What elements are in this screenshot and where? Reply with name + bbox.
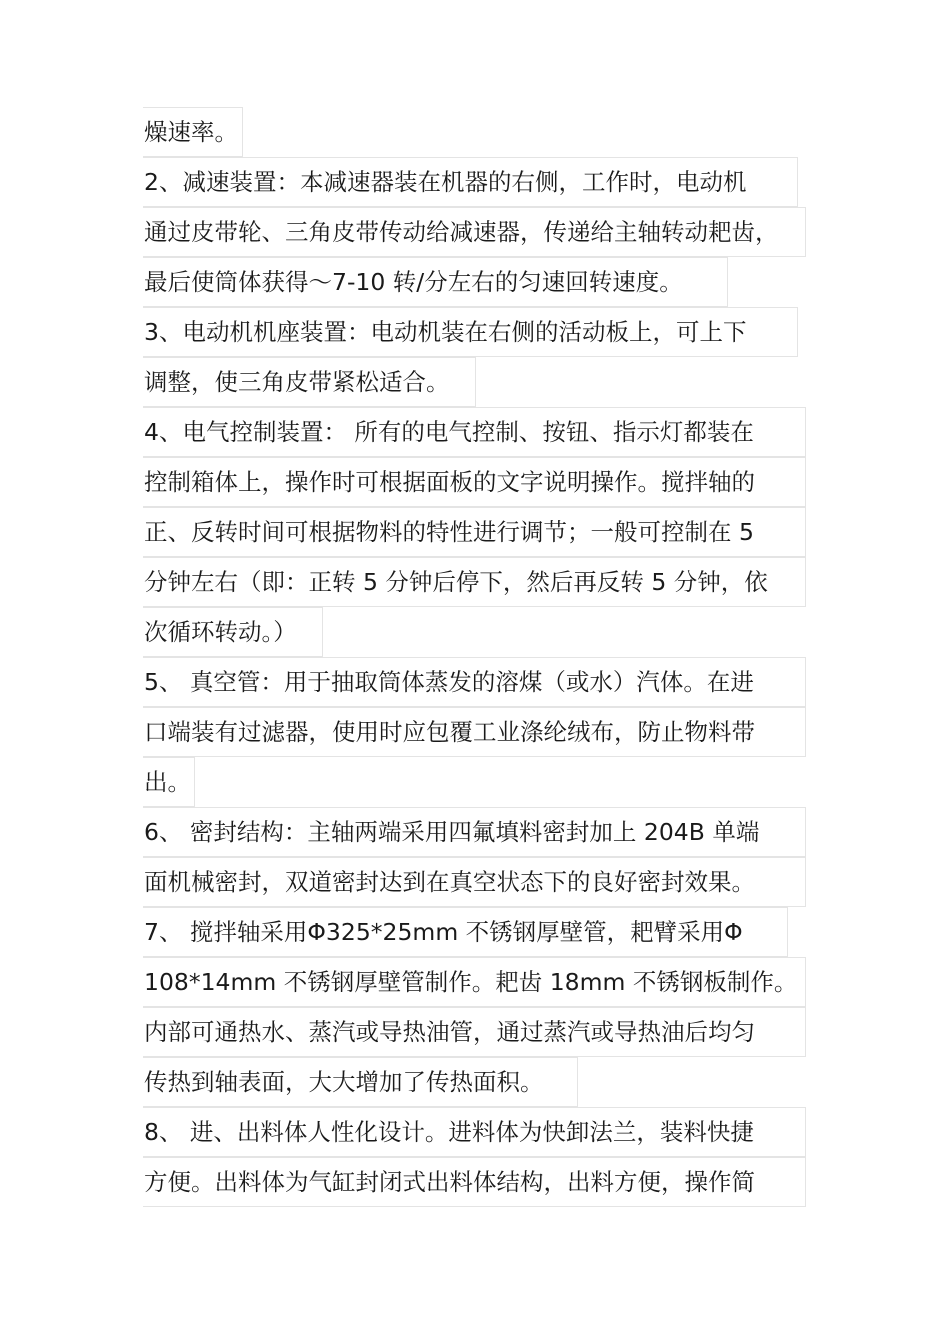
text-line: 3、电动机机座装置：电动机装在右侧的活动板上，可上下 [143, 307, 798, 357]
text-line: 调整，使三角皮带紧松适合。 [143, 357, 476, 407]
text-line: 内部可通热水、蒸汽或导热油管，通过蒸汽或导热油后均匀 [143, 1007, 806, 1057]
text-line: 次循环转动。） [143, 607, 323, 657]
text-line: 传热到轴表面，大大增加了传热面积。 [143, 1057, 578, 1107]
text-line: 6、 密封结构：主轴两端采用四氟填料密封加上 204B 单端 [143, 807, 806, 857]
text-line: 108*14mm 不锈钢厚壁管制作。耙齿 18mm 不锈钢板制作。 [143, 957, 806, 1007]
text-line: 正、反转时间可根据物料的特性进行调节；一般可控制在 5 [143, 507, 806, 557]
text-line: 最后使筒体获得～7-10 转/分左右的匀速回转速度。 [143, 257, 728, 307]
text-line: 面机械密封，双道密封达到在真空状态下的良好密封效果。 [143, 857, 806, 907]
text-line: 2、减速装置：本减速器装在机器的右侧，工作时，电动机 [143, 157, 798, 207]
text-line: 通过皮带轮、三角皮带传动给减速器，传递给主轴转动耙齿， [143, 207, 806, 257]
text-line: 出。 [143, 757, 195, 807]
text-line: 控制箱体上，操作时可根据面板的文字说明操作。搅拌轴的 [143, 457, 806, 507]
text-line: 燥速率。 [143, 107, 243, 157]
text-line: 方便。出料体为气缸封闭式出料体结构，出料方便，操作简 [143, 1157, 806, 1207]
text-line: 口端装有过滤器，使用时应包覆工业涤纶绒布，防止物料带 [143, 707, 806, 757]
text-line: 5、 真空管：用于抽取筒体蒸发的溶煤（或水）汽体。在进 [143, 657, 806, 707]
text-line: 分钟左右（即：正转 5 分钟后停下，然后再反转 5 分钟，依 [143, 557, 806, 607]
text-line: 7、 搅拌轴采用Φ325*25mm 不锈钢厚壁管，耙臂采用Φ [143, 907, 788, 957]
text-line: 4、电气控制装置： 所有的电气控制、按钮、指示灯都装在 [143, 407, 806, 457]
text-line: 8、 进、出料体人性化设计。进料体为快卸法兰，装料快捷 [143, 1107, 806, 1157]
